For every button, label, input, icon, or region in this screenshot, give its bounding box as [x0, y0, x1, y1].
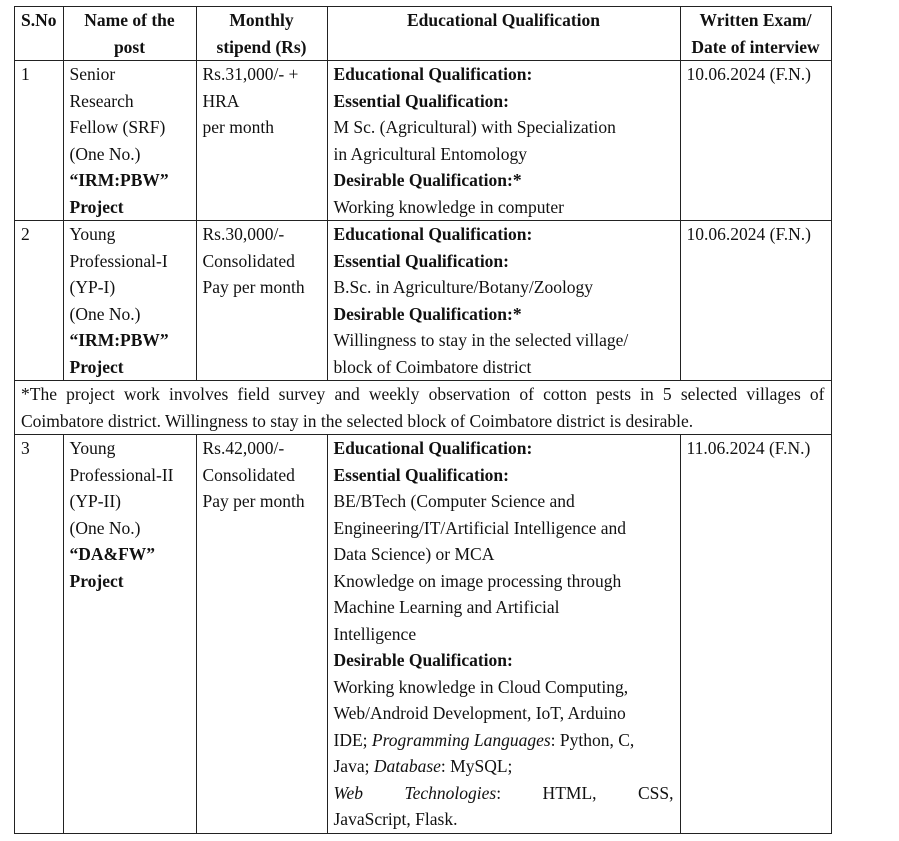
cell-post: Young Professional-I (YP-I) (One No.) “IRM:PBW” Project	[63, 221, 196, 381]
project-note: *The project work involves field survey and weekly observation of cotton pests in 5 selected villages of Coimbatore district. Willingness to stay in the selected block of Coimbatore district is desirable.	[15, 381, 832, 435]
cell-date: 10.06.2024 (F.N.)	[680, 61, 831, 221]
cell-post: Young Professional-II (YP-II) (One No.) “DA&FW” Project	[63, 435, 196, 834]
table-row	[15, 61, 832, 221]
cell-sno: 2	[15, 221, 64, 381]
cell-sno: 3	[15, 435, 64, 834]
note-row	[15, 381, 832, 435]
cell-qualification: Educational Qualification: Essential Qualification: BE/BTech (Computer Science and Engineering/IT/Artificial Intelligence and Data Science) or MCA Knowledge on image processing through Machine Learning and Artificial Intelligence Desirable Qualification: Working knowledge in Cloud Computing, Web/Android Development, IoT, Arduino IDE; Programming Languages: Python, C, Java; Database: MySQL; Web Technologies: HTML, CSS, JavaScript, Flask.	[327, 435, 680, 834]
header-qualification: Educational Qualification	[327, 7, 680, 61]
document-page	[14, 6, 832, 834]
cell-qualification: Educational Qualification: Essential Qualification: B.Sc. in Agriculture/Botany/Zoology Desirable Qualification:* Willingness to stay in the selected village/ block of Coimbatore district	[327, 221, 680, 381]
header-stipend: Monthly stipend (Rs)	[196, 7, 327, 61]
cell-date: 11.06.2024 (F.N.)	[680, 435, 831, 834]
header-post: Name of the post	[63, 7, 196, 61]
header-sno: S.No	[15, 7, 64, 61]
header-exam-date: Written Exam/ Date of interview	[680, 7, 831, 61]
recruitment-table	[14, 6, 832, 834]
cell-stipend: Rs.42,000/- Consolidated Pay per month	[196, 435, 327, 834]
cell-date: 10.06.2024 (F.N.)	[680, 221, 831, 381]
cell-sno: 1	[15, 61, 64, 221]
cell-qualification: Educational Qualification: Essential Qualification: M Sc. (Agricultural) with Specialization in Agricultural Entomology Desirable Qualification:* Working knowledge in computer	[327, 61, 680, 221]
cell-stipend: Rs.30,000/- Consolidated Pay per month	[196, 221, 327, 381]
table-row	[15, 435, 832, 834]
header-row	[15, 7, 832, 61]
table-row	[15, 221, 832, 381]
cell-stipend: Rs.31,000/- + HRA per month	[196, 61, 327, 221]
cell-post: Senior Research Fellow (SRF) (One No.) “IRM:PBW” Project	[63, 61, 196, 221]
